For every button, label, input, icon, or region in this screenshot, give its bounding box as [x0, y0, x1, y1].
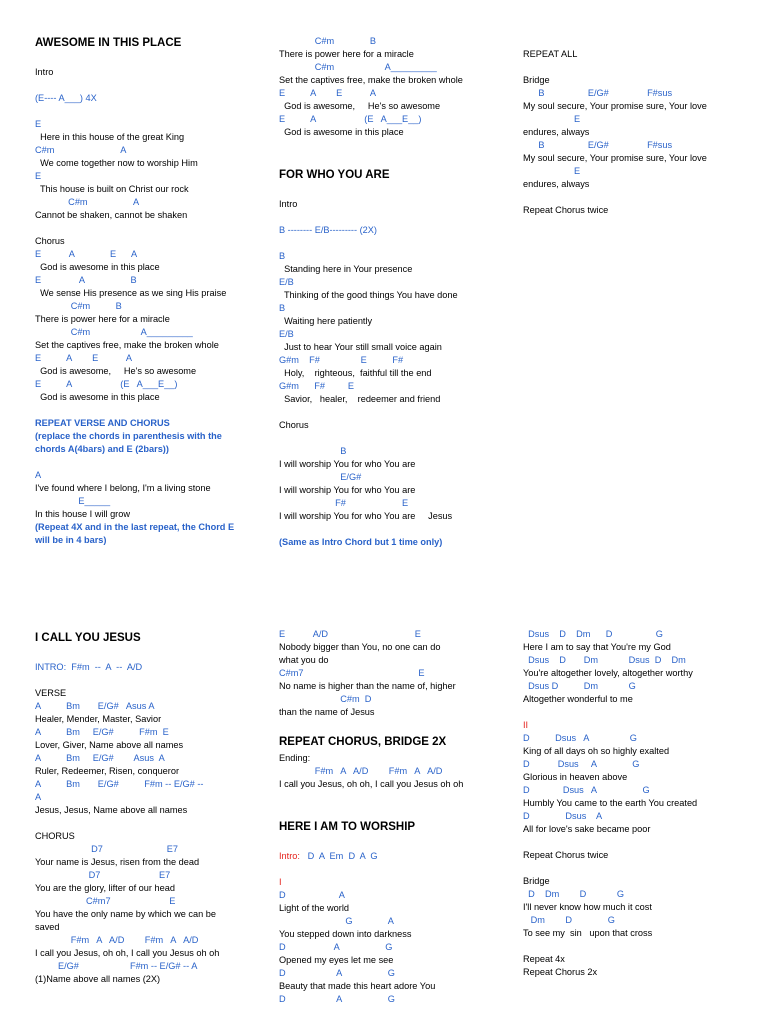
lyric-line: I've found where I belong, I'm a living stone	[35, 483, 211, 493]
lyric-line: Here in this house of the great King	[35, 132, 185, 142]
chord-line: A Bm E/G# F#m E	[35, 727, 169, 737]
chord-line: E/G# F#m -- E/G# -- A	[35, 961, 198, 971]
chord-line: D Dsus A G	[523, 759, 640, 769]
lyric-line: REPEAT ALL	[523, 49, 578, 59]
chord-line: D Dm D G	[523, 889, 625, 899]
lyric-line: Bridge	[523, 75, 550, 85]
lyric-line: My soul secure, Your promise sure, Your love	[523, 101, 707, 111]
lyric-line: I'll never know how much it cost	[523, 902, 652, 912]
blank-line	[35, 105, 270, 118]
lyric-line: Ending:	[279, 753, 311, 763]
song-title: I CALL YOU JESUS	[35, 632, 141, 644]
chord-line: Dsus D Dm Dsus D Dm	[523, 655, 686, 665]
blank-line	[523, 191, 758, 204]
chord-line: C#m A	[35, 145, 127, 155]
chord-line: E	[35, 119, 42, 129]
lyric-line: Just to hear Your still small voice again	[279, 342, 442, 352]
lyric-line: Waiting here patiently	[279, 316, 373, 326]
chord-line: D A G	[279, 994, 395, 1004]
lyric-line: Intro	[35, 67, 54, 77]
section-marker: II	[523, 720, 529, 730]
chord-line: F#m A A/D F#m A A/D	[35, 935, 199, 945]
chord-line: (E---- A___) 4X	[35, 93, 97, 103]
lyric-line: Light of the world	[279, 903, 349, 913]
lyric-line: To see my sin upon that cross	[523, 928, 653, 938]
lyric-line: Nobody bigger than You, no one can do	[279, 642, 441, 652]
lyric-line: Here I am to say that You're my God	[523, 642, 671, 652]
column-4	[35, 628, 270, 986]
chord-line: D Dsus A G	[523, 733, 637, 743]
lyric-line: There is power here for a miracle	[35, 314, 170, 324]
blank-line	[35, 53, 270, 66]
blank-line	[35, 222, 270, 235]
chord-line: F#m A A/D F#m A A/D	[279, 766, 443, 776]
lyric-line: I call you Jesus, oh oh, I call you Jesus oh oh	[35, 948, 220, 958]
chord-line: C#m7 E	[35, 896, 176, 906]
chord-line: D Dsus A G	[523, 785, 650, 795]
lyric-line: Chorus	[35, 236, 65, 246]
instruction-line: chords A(4bars) and E (2bars))	[35, 444, 169, 454]
lyric-line: You have the only name by which we can be	[35, 909, 216, 919]
blank-line	[279, 719, 514, 732]
lyric-line: We sense His presence as we sing His praise	[35, 288, 227, 298]
lyric-line: Altogether wonderful to me	[523, 694, 633, 704]
blank-line	[35, 79, 270, 92]
lyric-line: You're altogether lovely, altogether worthy	[523, 668, 693, 678]
chord-line: D A	[279, 890, 345, 900]
chord-line: B -------- E/B--------- (2X)	[279, 225, 377, 235]
chord-line: G#m F# E F#	[279, 355, 404, 365]
blank-line	[279, 152, 514, 165]
blank-line	[279, 837, 514, 850]
instruction-line: (Same as Intro Chord but 1 time only)	[279, 537, 443, 547]
column-5	[279, 628, 514, 1006]
chord-line: INTRO: F#m -- A -- A/D	[35, 662, 143, 672]
lyric-line: endures, always	[523, 179, 590, 189]
chord-line: G#m F# E	[279, 381, 355, 391]
blank-line	[279, 237, 514, 250]
chord-line: E	[523, 166, 581, 176]
lyric-line: Set the captives free, make the broken whole	[35, 340, 219, 350]
column-2	[279, 35, 514, 549]
chord-line: C#m B	[279, 36, 376, 46]
intro-line: Intro: D A Em D A G	[279, 851, 378, 861]
lyric-line: what you do	[279, 655, 329, 665]
chord-line: Dsus D Dm D G	[523, 629, 663, 639]
lyric-line: Your name is Jesus, risen from the dead	[35, 857, 200, 867]
lyric-line: Jesus, Jesus, Name above all names	[35, 805, 188, 815]
chord-line: A	[35, 470, 42, 480]
lyric-line: Holy, righteous, faithful till the end	[279, 368, 432, 378]
section-marker: I	[279, 877, 282, 887]
instruction-line: will be in 4 bars)	[35, 535, 107, 545]
chord-line: A	[35, 792, 42, 802]
chord-line: G A	[279, 916, 394, 926]
blank-line	[523, 862, 758, 875]
chord-line: C#m A	[35, 197, 140, 207]
chord-line: E A (E A___E__)	[279, 114, 422, 124]
lyric-line: Glorious in heaven above	[523, 772, 628, 782]
lyric-line: Opened my eyes let me see	[279, 955, 394, 965]
lyric-line: Intro	[279, 199, 298, 209]
song-title: REPEAT CHORUS, BRIDGE 2X	[279, 736, 447, 748]
lyric-line: God is awesome, He's so awesome	[279, 101, 441, 111]
lyric-line: Repeat Chorus twice	[523, 205, 609, 215]
lyric-line: saved	[35, 922, 60, 932]
chord-line: D A G	[279, 942, 393, 952]
chord-line: C#m D	[279, 694, 372, 704]
blank-line	[279, 791, 514, 804]
column-6	[523, 628, 758, 979]
blank-line	[35, 817, 270, 830]
chord-line: C#m A_________	[35, 327, 193, 337]
chord-line: E A E A	[279, 88, 377, 98]
lyric-line: I will worship You for who You are Jesus	[279, 511, 453, 521]
song-title: FOR WHO YOU ARE	[279, 169, 390, 181]
chord-line: A Bm E/G# F#m -- E/G# --	[35, 779, 204, 789]
blank-line	[279, 185, 514, 198]
chord-line: E/B	[279, 329, 294, 339]
lyric-line: King of all days oh so highly exalted	[523, 746, 670, 756]
chord-line: E/G#	[279, 472, 362, 482]
chord-line: C#m7 E	[279, 668, 425, 678]
lyric-line: Beauty that made this heart adore You	[279, 981, 436, 991]
lyric-line: (1)Name above all names (2X)	[35, 974, 161, 984]
lyric-line: God is awesome in this place	[35, 392, 160, 402]
chord-line: C#m A_________	[279, 62, 437, 72]
blank-line	[523, 35, 758, 48]
lyric-line: Cannot be shaken, cannot be shaken	[35, 210, 188, 220]
chord-line: B	[279, 446, 347, 456]
chord-line: E A E A	[35, 249, 138, 259]
lyric-line: Repeat 4x	[523, 954, 565, 964]
blank-line	[523, 706, 758, 719]
chord-line: B E/G# F#sus	[523, 88, 673, 98]
lyric-line: Bridge	[523, 876, 550, 886]
lyric-line: Chorus	[279, 420, 309, 430]
lyric-line: Repeat Chorus 2x	[523, 967, 598, 977]
blank-line	[279, 523, 514, 536]
chord-line: Dm D G	[523, 915, 615, 925]
instruction-line: (Repeat 4X and in the last repeat, the Chord E	[35, 522, 235, 532]
chord-line: E	[523, 114, 581, 124]
chord-line: F# E	[279, 498, 409, 508]
blank-line	[279, 804, 514, 817]
blank-line	[523, 836, 758, 849]
chord-line: D Dsus A	[523, 811, 603, 821]
blank-line	[35, 674, 270, 687]
lyric-line: CHORUS	[35, 831, 75, 841]
lyric-line: Humbly You came to the earth You created	[523, 798, 698, 808]
blank-line	[279, 406, 514, 419]
chord-line: E A E A	[35, 353, 133, 363]
song-title: HERE I AM TO WORSHIP	[279, 821, 416, 833]
lyric-line: endures, always	[523, 127, 590, 137]
lyric-line: We come together now to worship Him	[35, 158, 198, 168]
blank-line	[523, 61, 758, 74]
lyric-line: There is power here for a miracle	[279, 49, 414, 59]
lyric-line: Set the captives free, make the broken whole	[279, 75, 463, 85]
lyric-line: Lover, Giver, Name above all names	[35, 740, 184, 750]
instruction-line: REPEAT VERSE AND CHORUS	[35, 418, 170, 428]
lyric-line: I will worship You for who You are	[279, 485, 416, 495]
chord-line: B E/G# F#sus	[523, 140, 673, 150]
chord-line: B	[279, 303, 286, 313]
chord-line: D A G	[279, 968, 395, 978]
chord-line: A Bm E/G# Asus A	[35, 701, 155, 711]
instruction-line: (replace the chords in parenthesis with the	[35, 431, 222, 441]
lyric-line: Savior, healer, redeemer and friend	[279, 394, 441, 404]
lyric-line: Thinking of the good things You have done	[279, 290, 458, 300]
lyric-line: God is awesome, He's so awesome	[35, 366, 197, 376]
chord-line: E A/D E	[279, 629, 421, 639]
chord-line: E	[35, 171, 42, 181]
column-3	[523, 35, 758, 217]
lyric-line: Repeat Chorus twice	[523, 850, 609, 860]
lyric-line: Standing here in Your presence	[279, 264, 413, 274]
chord-line: D7 E7	[35, 870, 171, 880]
lyric-line: than the name of Jesus	[279, 707, 375, 717]
lyric-line: This house is built on Christ our rock	[35, 184, 189, 194]
column-1	[35, 33, 270, 547]
lyric-line: Ruler, Redeemer, Risen, conqueror	[35, 766, 180, 776]
blank-line	[523, 940, 758, 953]
chord-line: D7 E7	[35, 844, 178, 854]
blank-line	[35, 456, 270, 469]
lyric-line: God is awesome in this place	[279, 127, 404, 137]
chord-line: B	[279, 251, 286, 261]
lyric-line: No name is higher than the name of, higher	[279, 681, 456, 691]
lyric-line: You are the glory, lifter of our head	[35, 883, 175, 893]
blank-line	[279, 863, 514, 876]
lyric-line: My soul secure, Your promise sure, Your love	[523, 153, 707, 163]
chord-line: Dsus D Dm G	[523, 681, 636, 691]
song-title: AWESOME IN THIS PLACE	[35, 37, 182, 49]
blank-line	[35, 404, 270, 417]
chord-line: A Bm E/G# Asus A	[35, 753, 165, 763]
lyric-line: I call you Jesus, oh oh, I call you Jesus oh oh	[279, 779, 464, 789]
chord-line: E A B	[35, 275, 137, 285]
lyric-line: I will worship You for who You are	[279, 459, 416, 469]
lyric-line: In this house I will grow	[35, 509, 130, 519]
chord-line: E/B	[279, 277, 294, 287]
chord-line: E_____	[35, 496, 111, 506]
lyric-line: You stepped down into darkness	[279, 929, 412, 939]
lyric-line: VERSE	[35, 688, 67, 698]
lyric-line: All for love's sake became poor	[523, 824, 651, 834]
blank-line	[279, 211, 514, 224]
blank-line	[35, 648, 270, 661]
chord-line: C#m B	[35, 301, 122, 311]
blank-line	[279, 432, 514, 445]
lyric-line: Healer, Mender, Master, Savior	[35, 714, 162, 724]
chord-line: E A (E A___E__)	[35, 379, 178, 389]
blank-line	[279, 139, 514, 152]
lyric-line: God is awesome in this place	[35, 262, 160, 272]
